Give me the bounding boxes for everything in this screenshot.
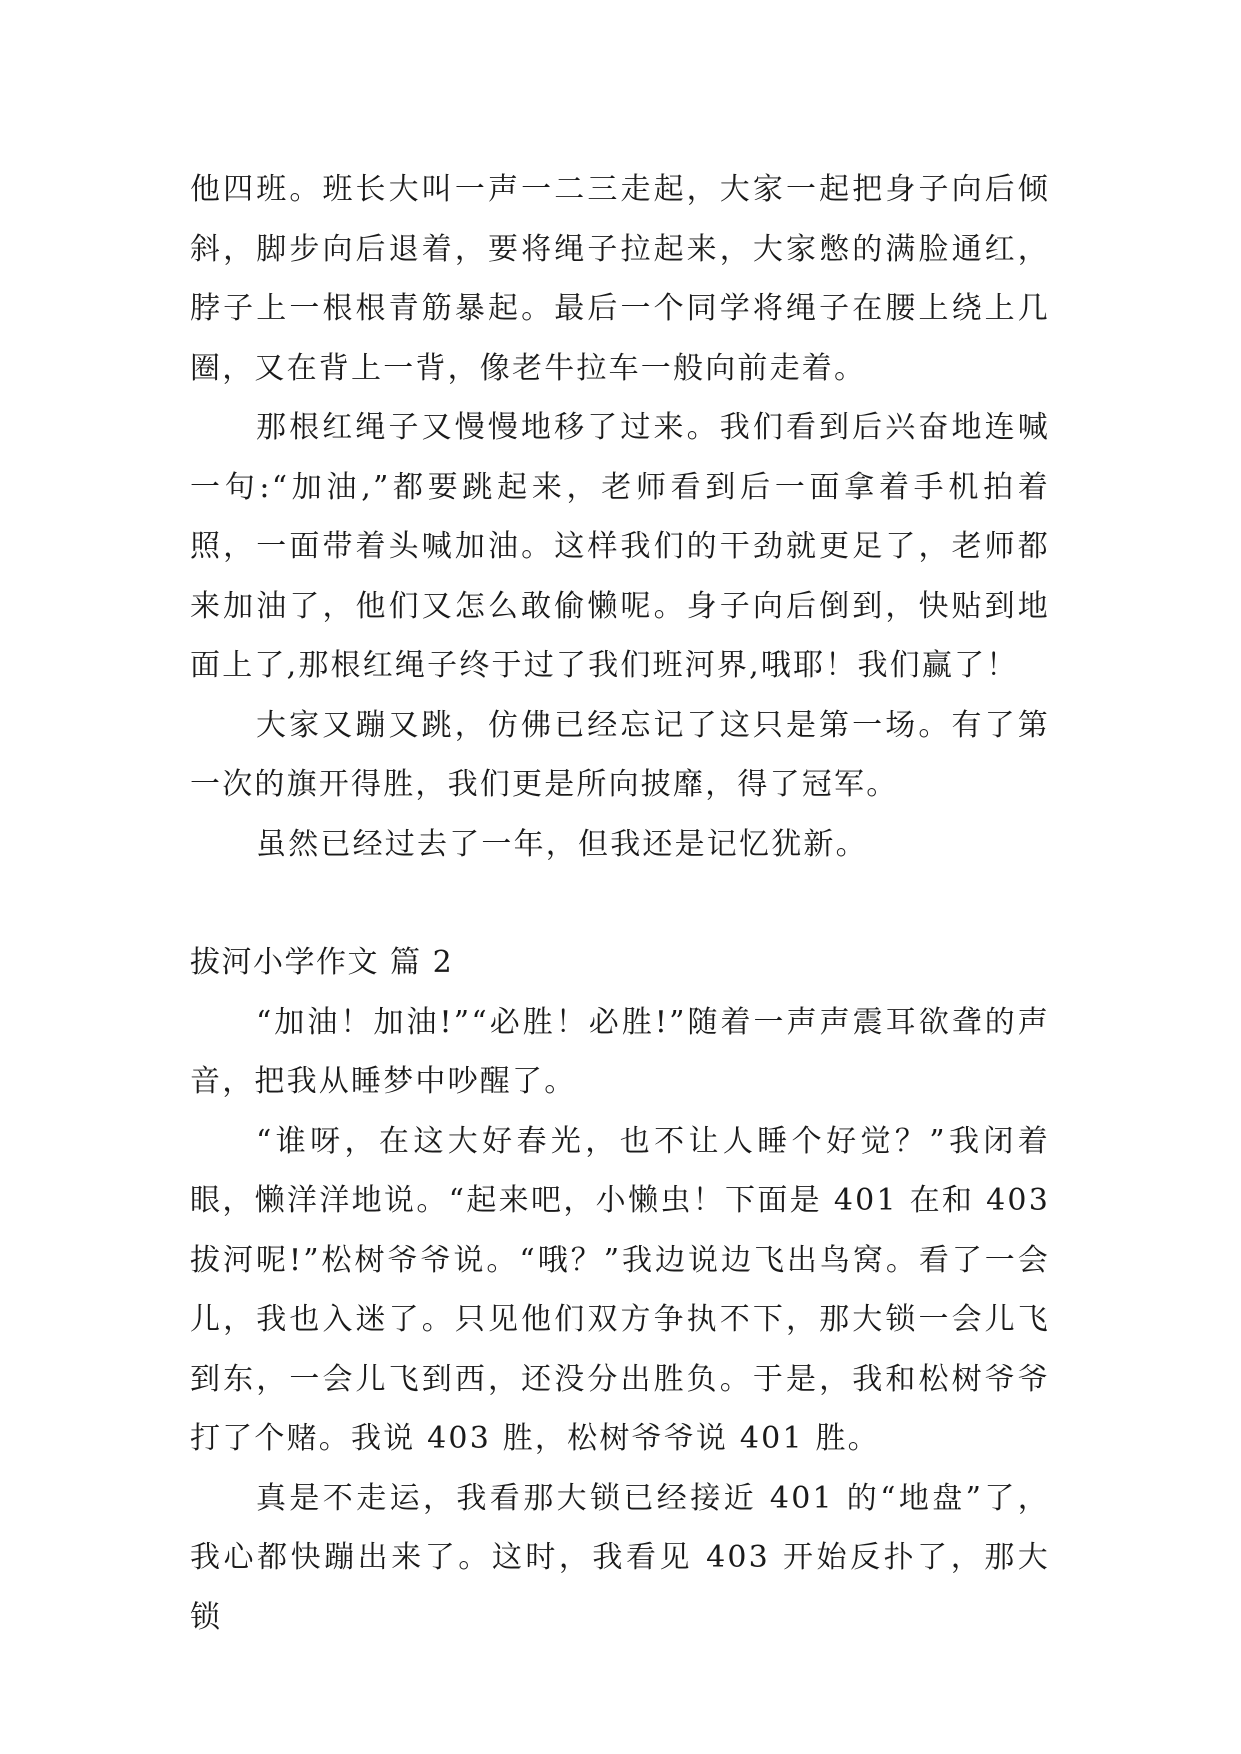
paragraph-2: 那根红绳子又慢慢地移了过来。我们看到后兴奋地连喊一句:“加油,”都要跳起来，老师看到后一面拿着手机拍着照，一面带着头喊加油。这样我们的干劲就更足了，老师都来加油了，他们又怎么敢偷懒呢。身子向后倒到，快贴到地面上了,那根红绳子终于过了我们班河界,哦耶！我们赢了！ — [190, 410, 1050, 683]
document-page — [190, 160, 1050, 1647]
section-heading: 拔河小学作文 篇 2 — [190, 945, 454, 980]
paragraph-1: 他四班。班长大叫一声一二三走起，大家一起把身子向后倾斜，脚步向后退着，要将绳子拉起来，大家憋的满脸通红，脖子上一根根青筋暴起。最后一个同学将绳子在腰上绕上几圈，又在背上一背，像老牛拉车一般向前走着。 — [190, 172, 1050, 386]
paragraph-3: 大家又蹦又跳，仿佛已经忘记了这只是第一场。有了第一次的旗开得胜，我们更是所向披靡，得了冠军。 — [190, 707, 1050, 802]
paragraph-7: 真是不走运，我看那大锁已经接近 401 的“地盘”了，我心都快蹦出来了。这时，我看见 403 开始反扑了，那大锁 — [190, 1480, 1050, 1635]
section-gap — [190, 874, 1050, 933]
paragraph-6: “谁呀，在这大好春光，也不让人睡个好觉？”我闭着眼，懒洋洋地说。“起来吧，小懒虫！下面是 401 在和 403 拔河呢!”松树爷爷说。“哦？”我边说边飞出鸟窝。看了一会儿，我也入迷了。只见他们双方争执不下，那大锁一会儿飞到东，一会儿飞到西，还没分出胜负。于是，我和松树爷爷打了个赌。我说 403 胜，松树爷爷说 401 胜。 — [190, 1123, 1050, 1456]
paragraph-4: 虽然已经过去了一年，但我还是记忆犹新。 — [256, 826, 868, 862]
paragraph-5: “加油！加油!”“必胜！必胜!”随着一声声震耳欲聋的声音，把我从睡梦中吵醒了。 — [190, 1004, 1050, 1099]
